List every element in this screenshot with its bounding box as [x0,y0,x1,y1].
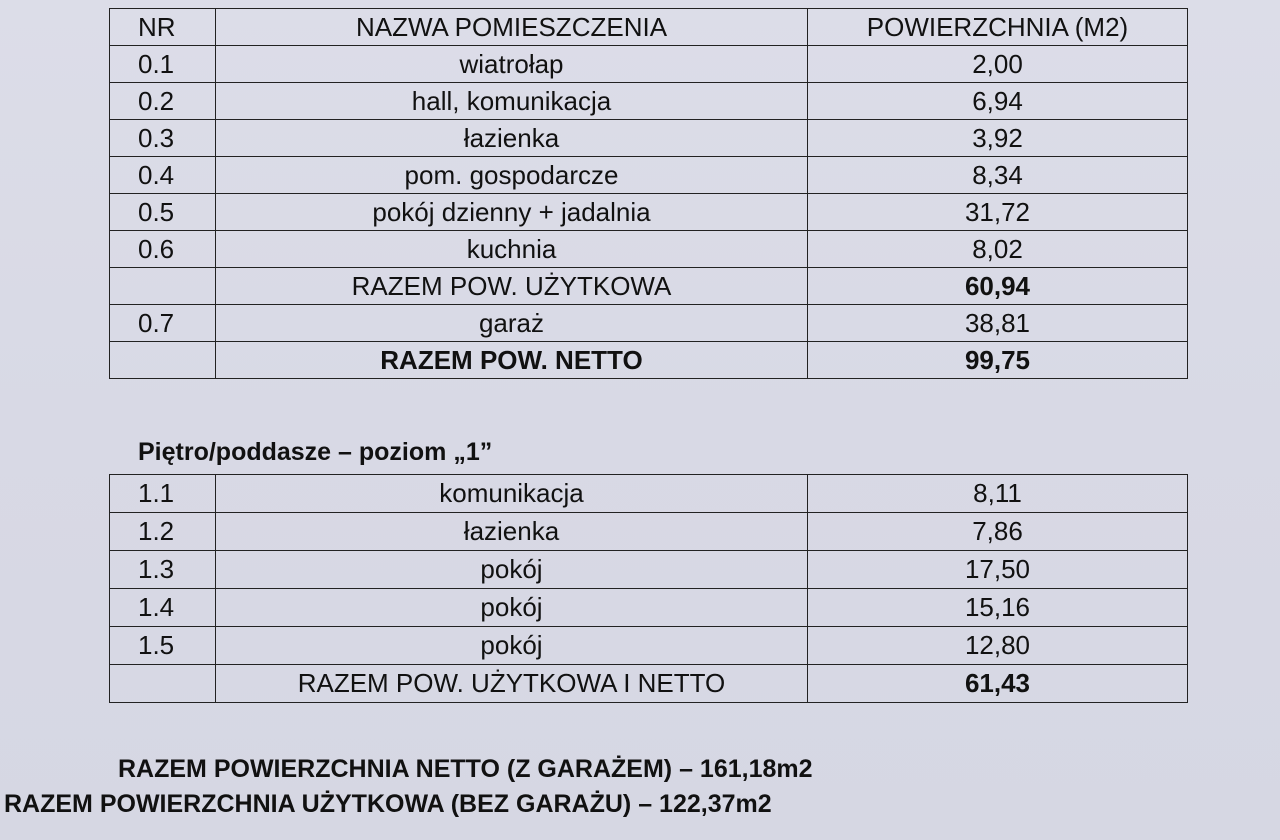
table-row [110,120,1188,157]
room-area: 8,11 [808,475,1188,513]
header-area: POWIERZCHNIA (M2) [808,9,1188,46]
room-nr [110,342,216,379]
header-name: NAZWA POMIESZCZENIA [216,9,808,46]
room-name: pom. gospodarcze [216,157,808,194]
room-name: łazienka [216,513,808,551]
room-name: pokój [216,589,808,627]
room-area: 8,34 [808,157,1188,194]
room-area: 15,16 [808,589,1188,627]
room-area: 8,02 [808,231,1188,268]
upper-floor-table [109,474,1188,703]
room-area: 2,00 [808,46,1188,83]
room-nr: 0.4 [110,157,216,194]
room-nr: 1.1 [110,475,216,513]
room-area: 3,92 [808,120,1188,157]
room-area: 31,72 [808,194,1188,231]
header-nr: NR [110,9,216,46]
table-row [110,627,1188,665]
room-name: kuchnia [216,231,808,268]
room-nr: 0.3 [110,120,216,157]
table-row [110,475,1188,513]
section-title: Piętro/poddasze – poziom „1” [138,438,493,466]
table-row [110,551,1188,589]
table-header-row [110,9,1188,46]
room-area: 17,50 [808,551,1188,589]
room-name: pokój [216,551,808,589]
total-uzytkowa-line: RAZEM POWIERZCHNIA UŻYTKOWA (BEZ GARAŻU) – 122,37m2 [4,790,772,818]
subtotal-label: RAZEM POW. UŻYTKOWA [216,268,808,305]
table-row [110,46,1188,83]
room-nr: 1.2 [110,513,216,551]
total-row [110,665,1188,703]
room-nr: 0.6 [110,231,216,268]
total-area: 61,43 [808,665,1188,703]
table-row [110,513,1188,551]
total-label: RAZEM POW. NETTO [216,342,808,379]
room-nr [110,665,216,703]
room-name: łazienka [216,120,808,157]
room-area: 12,80 [808,627,1188,665]
table-row [110,231,1188,268]
subtotal-row [110,268,1188,305]
room-name: pokój dzienny + jadalnia [216,194,808,231]
table-row [110,83,1188,120]
room-nr: 1.4 [110,589,216,627]
total-netto-line: RAZEM POWIERZCHNIA NETTO (Z GARAŻEM) – 161,18m2 [118,755,813,783]
room-area: 38,81 [808,305,1188,342]
room-nr: 0.5 [110,194,216,231]
ground-floor-table [109,8,1188,379]
subtotal-area: 60,94 [808,268,1188,305]
room-name: komunikacja [216,475,808,513]
total-row [110,342,1188,379]
room-name: garaż [216,305,808,342]
room-name: wiatrołap [216,46,808,83]
table-row [110,305,1188,342]
table-row [110,589,1188,627]
room-nr: 0.7 [110,305,216,342]
total-label: RAZEM POW. UŻYTKOWA I NETTO [216,665,808,703]
room-area: 7,86 [808,513,1188,551]
room-nr: 1.5 [110,627,216,665]
room-name: pokój [216,627,808,665]
room-nr: 1.3 [110,551,216,589]
room-nr: 0.1 [110,46,216,83]
room-nr [110,268,216,305]
total-area: 99,75 [808,342,1188,379]
table-row [110,157,1188,194]
room-nr: 0.2 [110,83,216,120]
table-row [110,194,1188,231]
room-name: hall, komunikacja [216,83,808,120]
room-area: 6,94 [808,83,1188,120]
